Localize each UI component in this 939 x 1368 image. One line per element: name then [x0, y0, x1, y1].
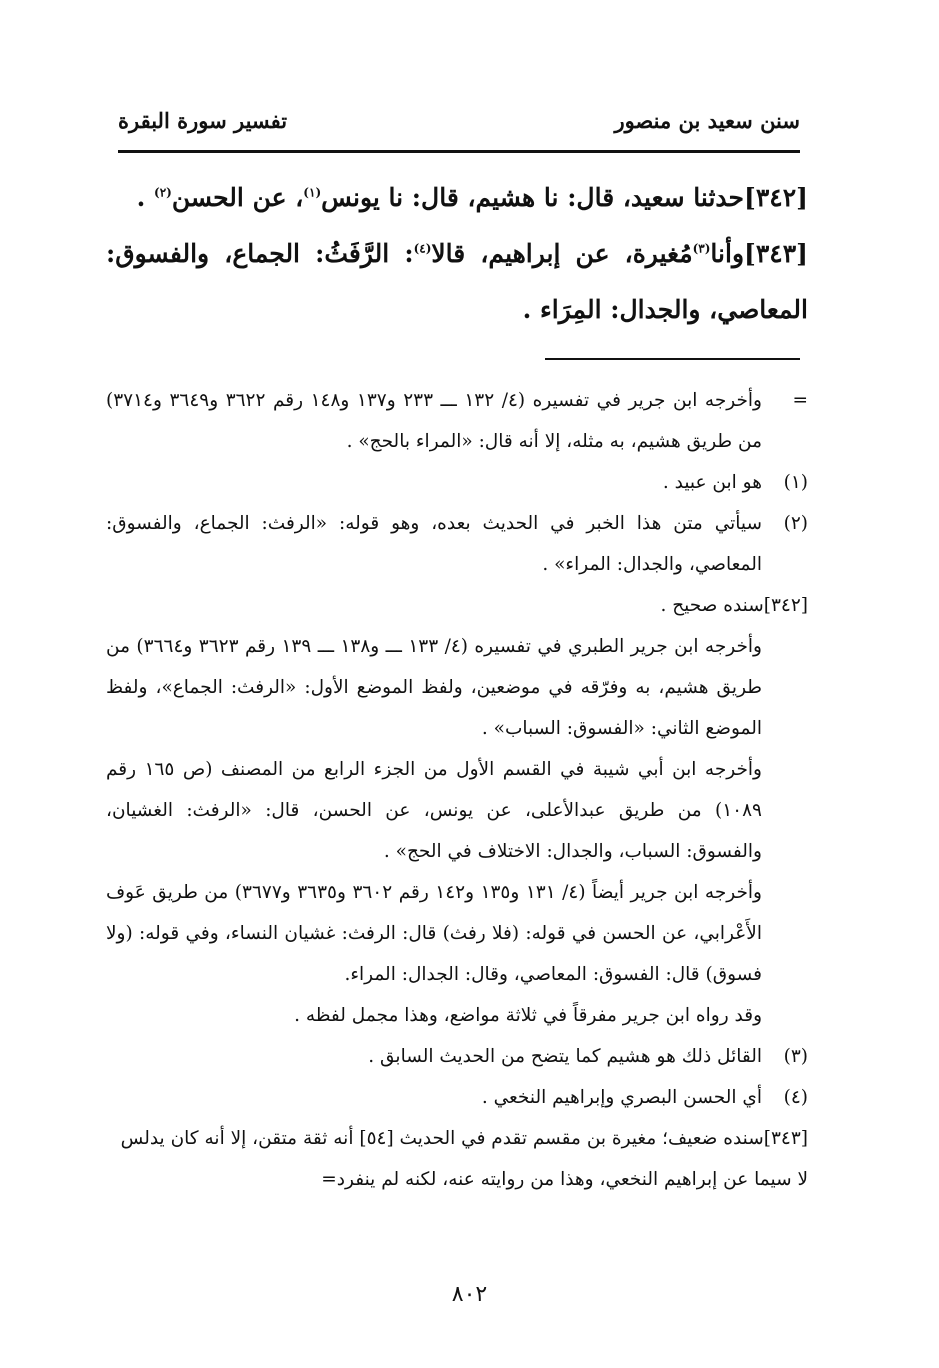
takhrij-paragraph: وأخرجه ابن جرير أيضاً (٤/ ١٣١ و١٣٥ و١٤٢ رقم ٣٦٠٢ و٣٦٣٥ و٣٦٧٧) من طريق عَوف الأَعْرابي، عن الحسن في قوله: (فلا رفث) قال: الرفث: غشيان النساء، وفي قوله: (ولا فسوق) قال: الفسوق: المعاصي، وقال: الجدال: المراء.	[106, 882, 762, 985]
takhrij-verdict: سنده صحيح .	[660, 595, 764, 616]
book-title: سنن سعيد بن منصور	[614, 108, 800, 133]
footnote-4	[106, 1077, 808, 1118]
takhrij-verdict: سنده ضعيف؛ مغيرة بن مقسم تقدم في الحديث [٥٤] أنه ثقة متقن، إلا أنه كان يدلس لا سيما عن إبراهيم النخعي، وهذا من روايته عنه، لكنه لم ينفرد=	[120, 1128, 808, 1190]
takhrij-343	[106, 1118, 808, 1200]
hadith-text: : الرَّفَثُ: الجماع، والفسوق: المعاصي، والجدال: المِرَاء .	[106, 239, 808, 324]
takhrij-paragraph: وأخرجه ابن أبي شيبة في القسم الأول من الجزء الرابع من المصنف (ص ١٦٥ رقم ١٠٨٩) من طريق عبدالأعلى، عن يونس، عن الحسن، قال: «الرفث: الغشيان، والفسوق: السباب، والجدال: الاختلاف في الحج» .	[106, 759, 762, 862]
hadith-number: [٣٤٢]	[744, 183, 808, 212]
takhrij-342	[106, 585, 808, 626]
hadith-text: مُغيرة، عن إبراهيم، قالا	[431, 239, 693, 268]
hadith-343	[106, 226, 808, 338]
running-header	[118, 104, 800, 144]
footnote-3	[106, 1036, 808, 1077]
main-text	[106, 170, 808, 338]
footnote-marker: (٣)	[783, 1046, 808, 1067]
hadith-text: ، عن الحسن	[171, 183, 304, 212]
takhrij-label: [٣٤٢]	[763, 595, 808, 616]
hadith-text: وأنا	[710, 239, 745, 268]
footnotes	[106, 380, 808, 1200]
footnote-separator	[545, 358, 800, 360]
footnote-ref[interactable]: (٤)	[413, 241, 432, 256]
footnote-ref[interactable]: (٣)	[692, 241, 711, 256]
takhrij-paragraph: وأخرجه ابن جرير الطبري في تفسيره (٤/ ١٣٣ ـــ و١٣٨ ـــ ١٣٩ رقم ٣٦٢٣ و٣٦٦٤) من طريق هشيم، به وفرّقه في موضعين، ولفظ الموضع الأول: «الرفث: الجماع»، ولفظ الموضع الثاني: «الفسوق: السباب» .	[106, 636, 762, 739]
hadith-number: [٣٤٣]	[744, 239, 808, 268]
footnote-continuation	[106, 380, 808, 462]
takhrij-label: [٣٤٣]	[763, 1128, 808, 1149]
hadith-text: حدثنا سعيد، قال: نا هشيم، قال: نا يونس	[321, 183, 745, 212]
footnote-text: سيأتي متن هذا الخبر في الحديث بعده، وهو قوله: «الرفث: الجماع، والفسوق: المعاصي، والجدال: المراء» .	[106, 513, 762, 575]
footnote-text: القائل ذلك هو هشيم كما يتضح من الحديث السابق .	[368, 1046, 762, 1067]
footnote-ref[interactable]: (٢)	[154, 185, 172, 200]
footnote-marker: (٢)	[783, 513, 808, 534]
footnote-text: هو ابن عبيد .	[662, 472, 762, 493]
header-rule	[118, 150, 800, 153]
continuation-marker: =	[792, 390, 808, 411]
footnote-ref[interactable]: (١)	[303, 185, 322, 200]
footnote-marker: (١)	[783, 472, 808, 493]
footnote-2	[106, 503, 808, 585]
footnote-marker: (٤)	[783, 1087, 808, 1108]
page-number: ٨٠٢	[451, 1282, 488, 1307]
footnote-text: وأخرجه ابن جرير في تفسيره (٤/ ١٣٢ ـــ ٢٣٣ و١٣٧ و١٤٨ رقم ٣٦٢٢ و٣٦٤٩ و٣٧١٤) من طريق هشيم، به مثله، إلا أنه قال: «المراء بالحج» .	[106, 390, 762, 452]
hadith-342	[106, 170, 808, 226]
takhrij-paragraph: وقد رواه ابن جرير مفرقاً في ثلاثة مواضع، وهذا مجمل لفظه .	[294, 1005, 762, 1026]
footnote-1	[106, 462, 808, 503]
footnote-text: أي الحسن البصري وإبراهيم النخعي .	[481, 1087, 762, 1108]
hadith-text: .	[136, 183, 154, 212]
chapter-title: تفسير سورة البقرة	[118, 108, 288, 133]
